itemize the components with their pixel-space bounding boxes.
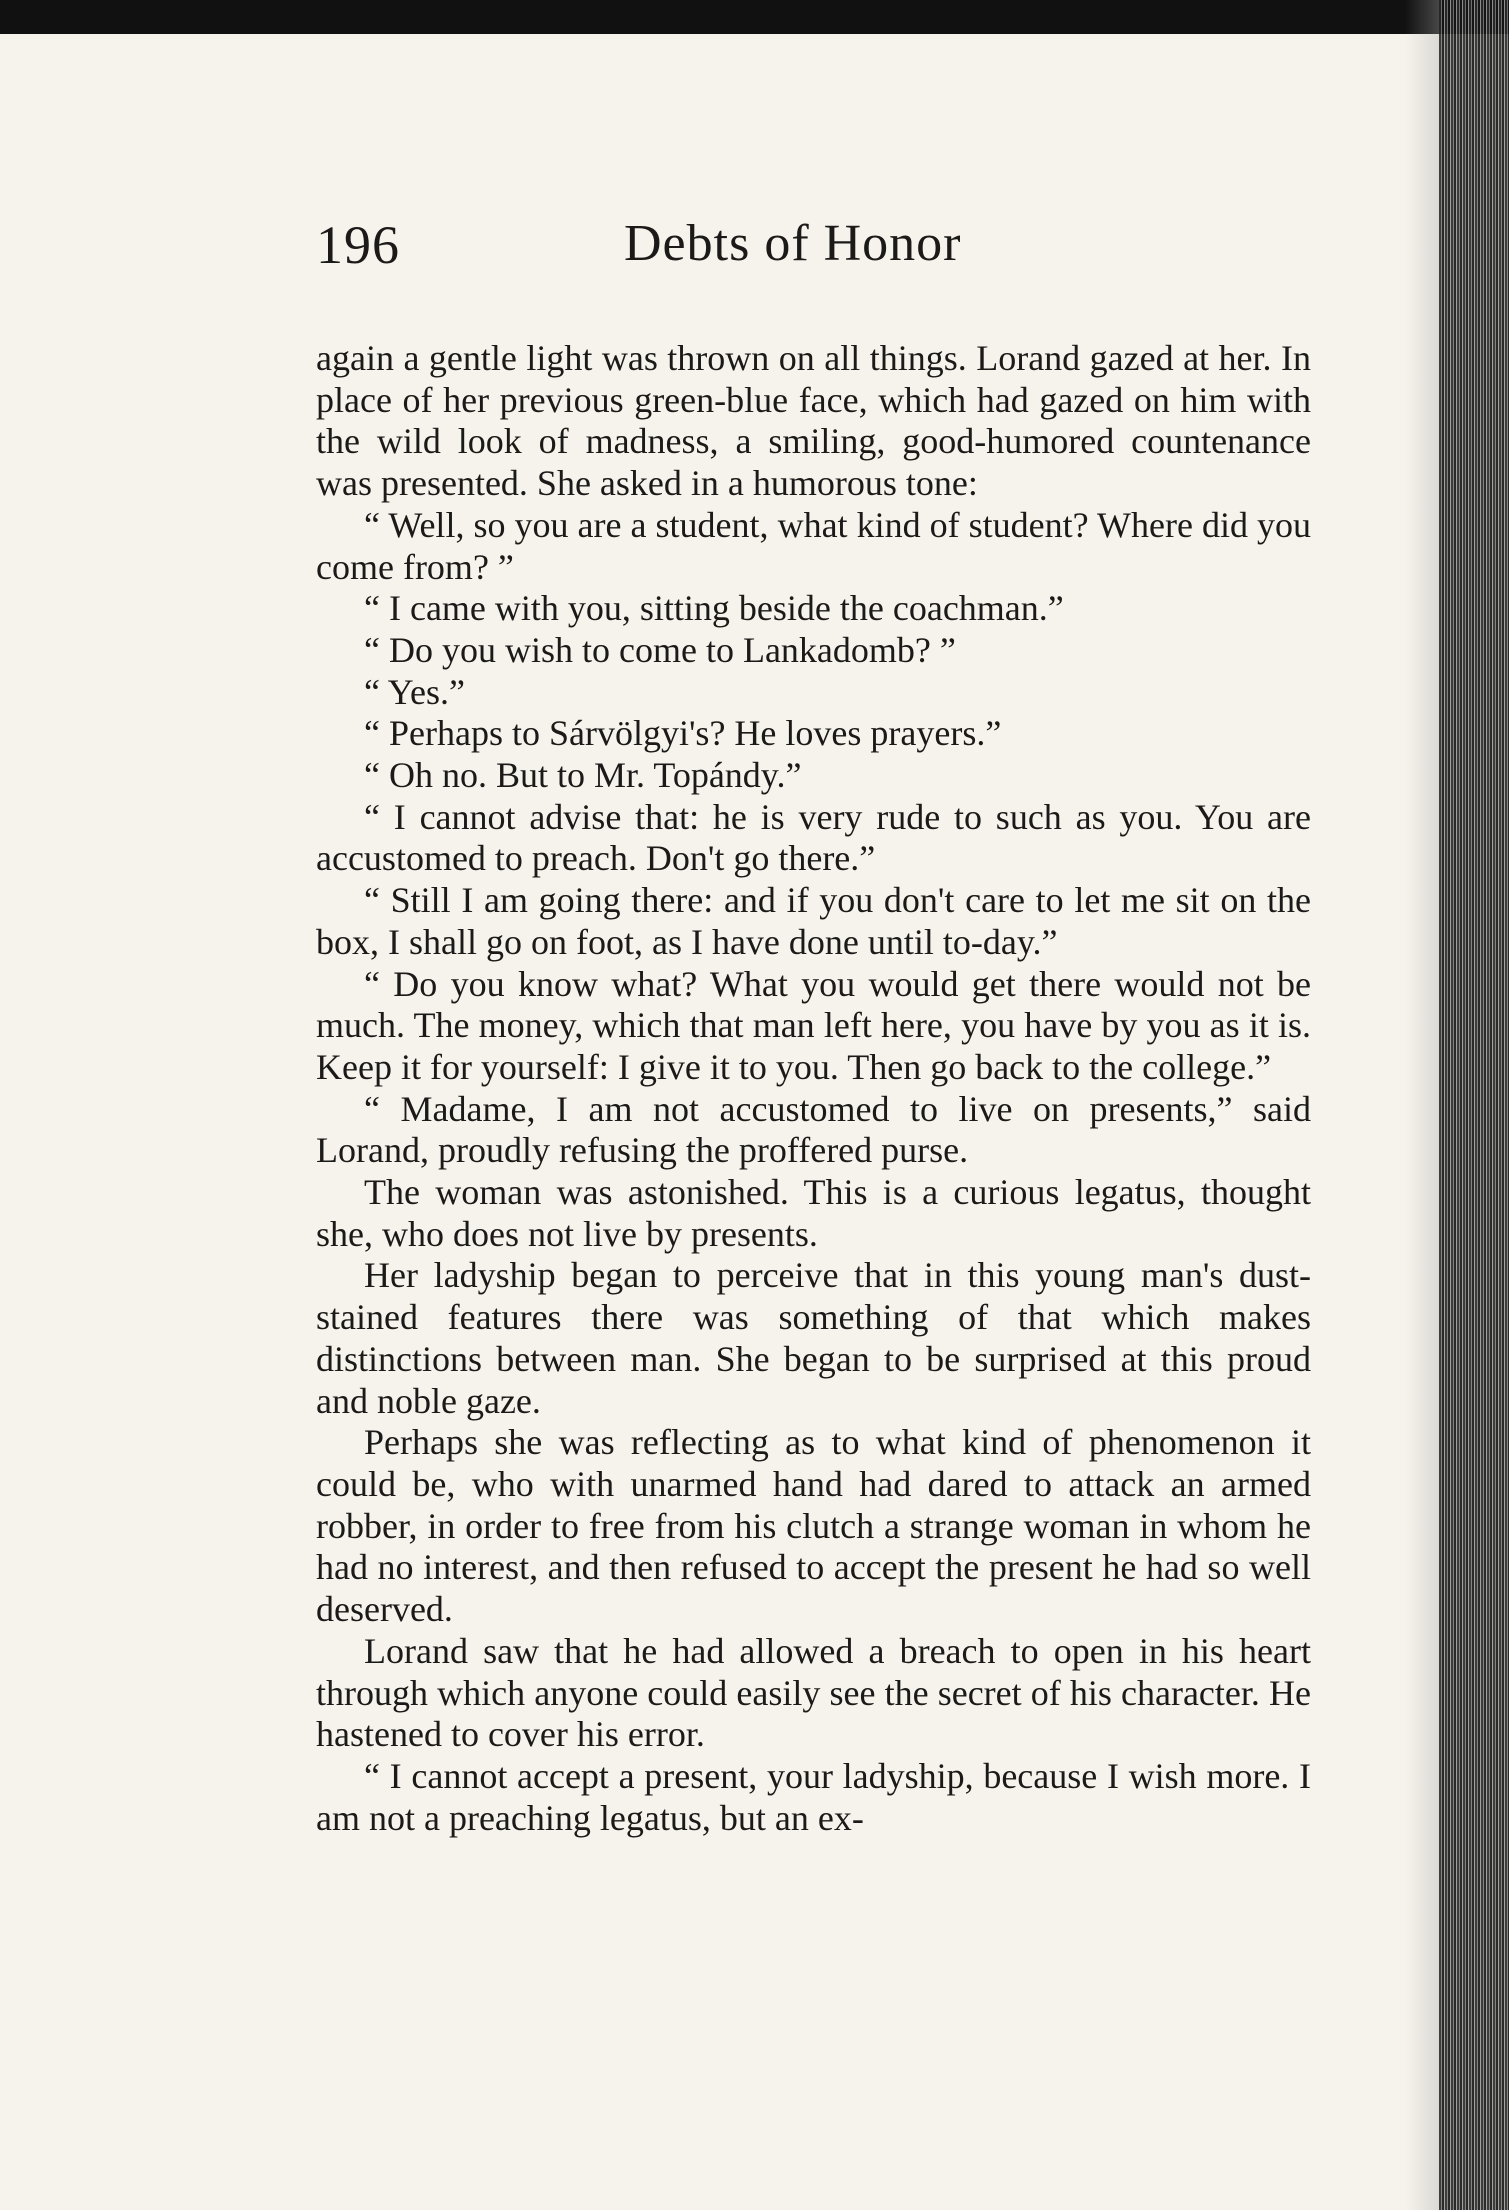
paragraph-4: “ Do you wish to come to Lankadomb? ” bbox=[364, 629, 956, 670]
scan-edge-shadow bbox=[1405, 0, 1439, 2210]
paragraph-9: “ Still I am going there: and if you don't care to let me sit on the box, I shall go on foot, as I have done until to-day.” bbox=[316, 880, 1311, 962]
paragraph-5: “ Yes.” bbox=[364, 671, 466, 712]
scan-right-edge bbox=[1439, 0, 1509, 2210]
page-number: 196 bbox=[316, 215, 400, 275]
paragraph-12: The woman was astonished. This is a curious legatus, thought she, who does not live by presents. bbox=[316, 1172, 1311, 1254]
paragraph-8: “ I cannot advise that: he is very rude to such as you. You are accustomed to preach. Don't go there.” bbox=[316, 796, 1311, 879]
running-title: Debts of Honor bbox=[624, 215, 962, 272]
paragraph-6: “ Perhaps to Sárvölgyi's? He loves prayers.” bbox=[364, 713, 1002, 754]
paragraph-15: Lorand saw that he had allowed a breach to open in his heart through which anyone could easily see the secret of his character. He hastened to cover his error. bbox=[316, 1630, 1311, 1755]
paragraph-3: “ I came with you, sitting beside the coachman.” bbox=[364, 588, 1064, 629]
book-page bbox=[316, 215, 1311, 2168]
paragraph-16: “ I cannot accept a present, your ladyship, because I wish more. I am not a preaching legatus, but an ex- bbox=[316, 1755, 1311, 1838]
paragraph-1: again a gentle light was thrown on all things. Lorand gazed at her. In place of her previous green-blue face, which had gazed on him with the wild look of madness, a smiling, good-humored countenance was presented. She asked in a humorous tone: bbox=[316, 338, 1311, 504]
page-header bbox=[316, 215, 1311, 288]
paragraph-11: “ Madame, I am not accustomed to live on presents,” said Lorand, proudly refusing the proffered purse. bbox=[316, 1088, 1311, 1171]
scan-top-border bbox=[0, 0, 1509, 34]
paragraph-10: “ Do you know what? What you would get there would not be much. The money, which that man left here, you have by you as it is. Keep it for yourself: I give it to you. Then go back to the college.” bbox=[316, 963, 1311, 1087]
paragraph-14: Perhaps she was reflecting as to what kind of phenomenon it could be, who with unarmed hand had dared to attack an armed robber, in order to free from his clutch a strange woman in whom he had no interest, and then refused to accept the present he had so well deserved. bbox=[316, 1422, 1311, 1630]
paragraph-13: Her ladyship began to perceive that in this young man's dust-stained features there was something of that which makes distinctions between man. She began to be surprised at this proud and noble gaze. bbox=[316, 1255, 1311, 1421]
page-text bbox=[316, 338, 1311, 1839]
paragraph-2: “ Well, so you are a student, what kind of student? Where did you come from? ” bbox=[316, 504, 1311, 587]
paragraph-7: “ Oh no. But to Mr. Topándy.” bbox=[364, 755, 802, 796]
